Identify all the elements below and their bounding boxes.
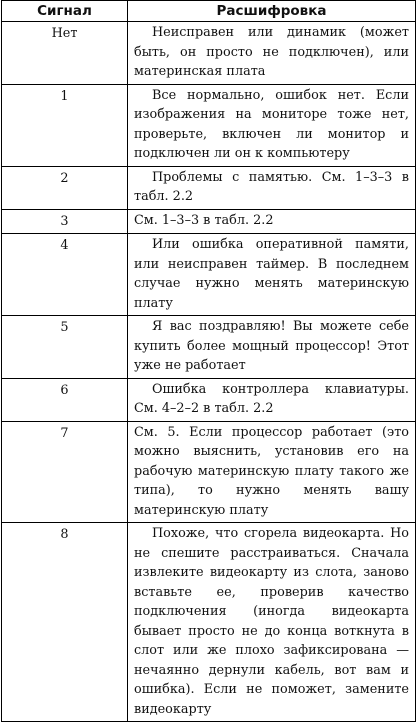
signal-cell: 6 xyxy=(2,378,128,421)
description-cell: См. 1–3–3 в табл. 2.2 xyxy=(128,209,416,234)
description-cell: См. 5. Если процессор работает (это можно выяснить, установив его на рабочую материнскую плату такого же типа), то нужно менять вашу материнскую плату xyxy=(128,421,416,523)
column-header-signal: Сигнал xyxy=(2,1,128,22)
signal-cell: 7 xyxy=(2,421,128,523)
signal-cell: 4 xyxy=(2,234,128,316)
description-cell: Проблемы с памятью. См. 1–3–3 в табл. 2.2 xyxy=(128,166,416,209)
description-cell: Или ошибка оперативной памяти, или неисправен таймер. В последнем случае нужно менять материнскую плату xyxy=(128,234,416,316)
signal-cell: 2 xyxy=(2,166,128,209)
table-header-row xyxy=(2,1,416,22)
description-cell: Я вас поздравляю! Вы можете себе купить более мощный процессор! Этот уже не работает xyxy=(128,316,416,379)
table-row xyxy=(2,209,416,234)
table-row xyxy=(2,421,416,523)
description-cell: Ошибка контроллера клавиатуры. См. 4–2–2 в табл. 2.2 xyxy=(128,378,416,421)
table-row xyxy=(2,22,416,85)
description-cell: Неисправен или динамик (может быть, он просто не подключен), или материнская плата xyxy=(128,22,416,85)
description-cell: Похоже, что сгорела видеокарта. Но не спешите расстраиваться. Сначала извлеките видеокарту из слота, заново вставьте ее, проверив качество подключения (иногда видеокарта бывает просто не до конца воткнута в слот или же плохо зафиксирована — нечаянно дернули кабель, вот вам и ошибка). Если не поможет, замените видеокарту xyxy=(128,523,416,722)
table-row xyxy=(2,166,416,209)
table-row xyxy=(2,523,416,722)
signal-cell: 5 xyxy=(2,316,128,379)
table-row xyxy=(2,378,416,421)
signal-cell: Нет xyxy=(2,22,128,85)
column-header-description: Расшифровка xyxy=(128,1,416,22)
table-row xyxy=(2,316,416,379)
table-row xyxy=(2,84,416,166)
beep-codes-table xyxy=(1,0,416,722)
signal-cell: 1 xyxy=(2,84,128,166)
table-row xyxy=(2,234,416,316)
description-cell: Все нормально, ошибок нет. Если изображения на мониторе тоже нет, проверьте, включен ли монитор и подключен ли он к компьютеру xyxy=(128,84,416,166)
signal-cell: 8 xyxy=(2,523,128,722)
signal-cell: 3 xyxy=(2,209,128,234)
